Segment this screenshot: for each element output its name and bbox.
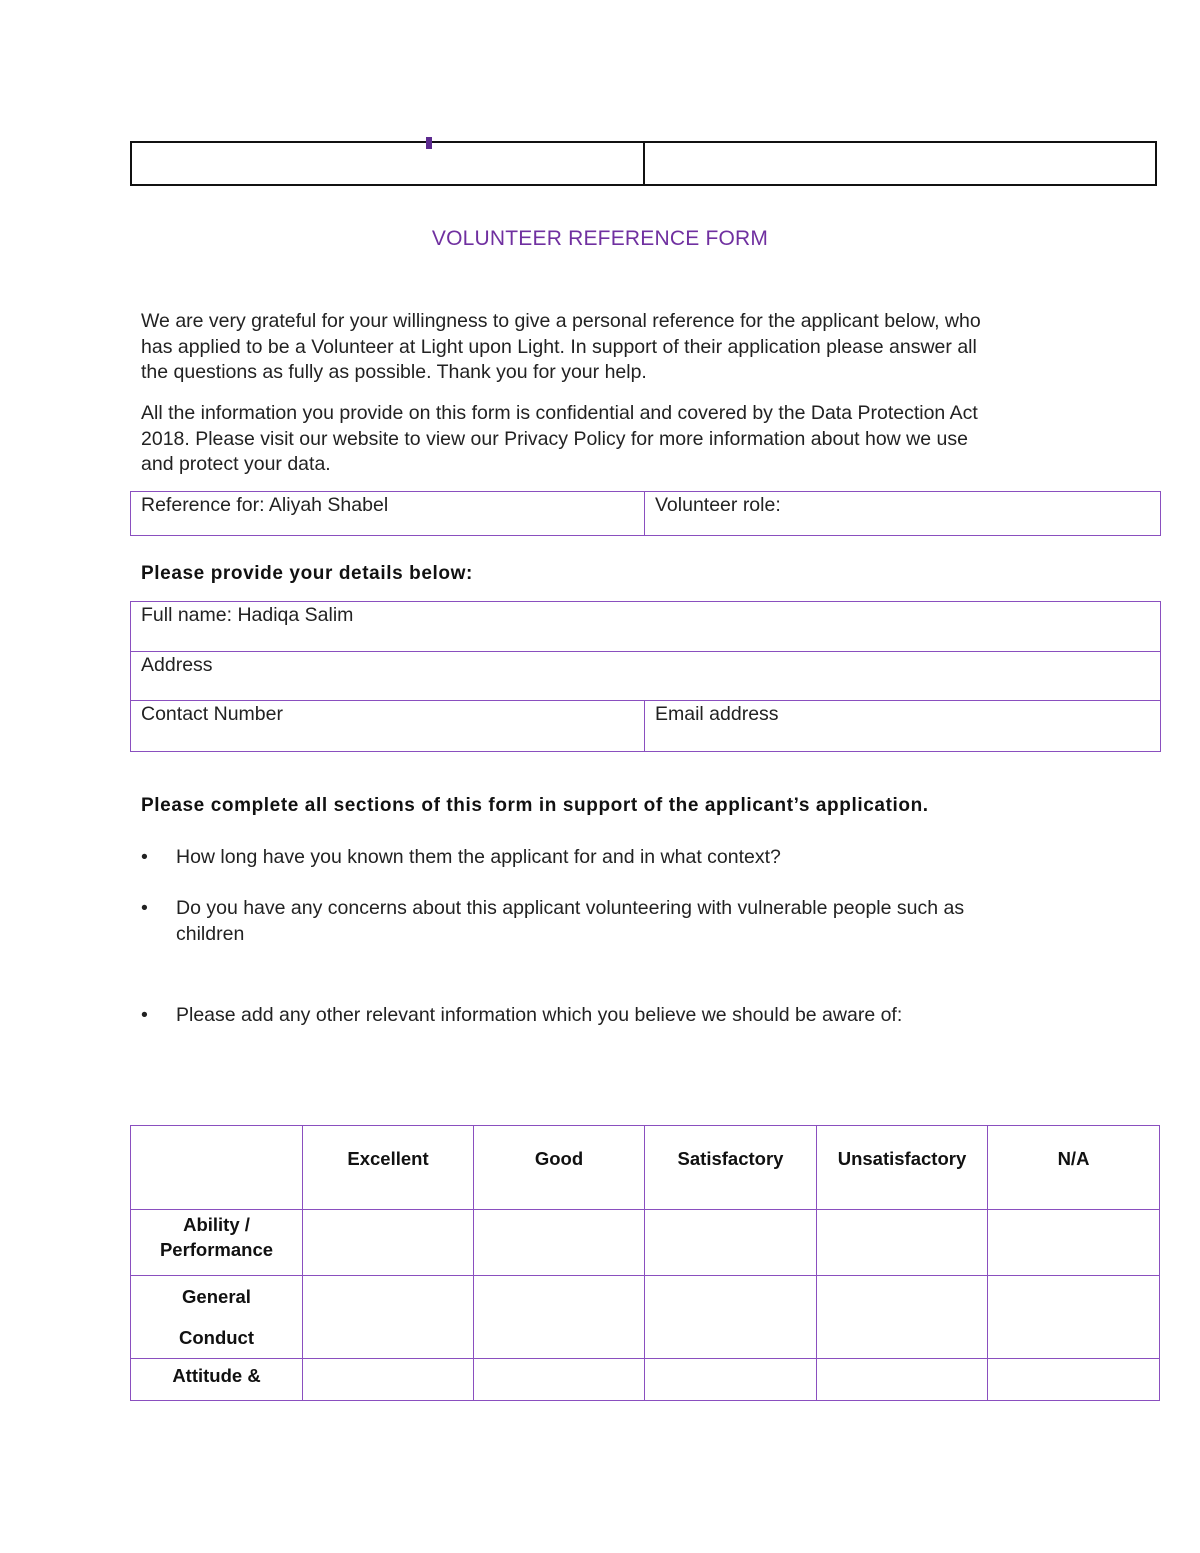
- rating-cell[interactable]: [645, 1359, 817, 1401]
- rating-cell[interactable]: [645, 1276, 817, 1359]
- intro-p2-line1: All the information you provide on this form is confidential and covered by the Data Protection Act: [141, 402, 978, 424]
- column-excellent: Excellent: [303, 1126, 474, 1210]
- column-unsatisfactory: Unsatisfactory: [817, 1126, 988, 1210]
- bullet-icon: •: [141, 1004, 148, 1026]
- column-na: N/A: [988, 1126, 1160, 1210]
- question-2-text-line1: Do you have any concerns about this applicant volunteering with vulnerable people such as: [176, 897, 965, 919]
- intro-paragraph-2: [141, 401, 1081, 478]
- row-label-conduct-line2: Conduct: [178, 1327, 254, 1348]
- rating-cell[interactable]: [303, 1359, 474, 1401]
- full-name-field[interactable]: Full name: Hadiqa Salim: [131, 602, 1161, 652]
- rating-cell[interactable]: [817, 1276, 988, 1359]
- question-2-text-line2: children: [176, 922, 245, 945]
- rating-table: [130, 1125, 1160, 1401]
- rating-cell[interactable]: [474, 1276, 645, 1359]
- intro-paragraph-1: [141, 309, 1081, 386]
- question-1-text: How long have you known them the applicant for and in what context?: [176, 846, 781, 868]
- reference-for-field[interactable]: Reference for: Aliyah Shabel: [131, 492, 645, 536]
- rating-cell[interactable]: [988, 1210, 1160, 1276]
- column-good: Good: [474, 1126, 645, 1210]
- rating-cell[interactable]: [988, 1276, 1160, 1359]
- question-3-text: Please add any other relevant information which you believe we should be aware of:: [176, 1004, 903, 1026]
- details-heading: Please provide your details below:: [141, 563, 473, 584]
- row-label-ability-line2: Performance: [159, 1239, 274, 1260]
- rating-row-conduct: [131, 1276, 1160, 1359]
- logo-fragment: [426, 137, 432, 149]
- intro-p2-line2: 2018. Please visit our website to view our Privacy Policy for more information about how we use: [141, 427, 968, 450]
- contact-number-field[interactable]: Contact Number: [131, 701, 645, 752]
- row-label-attitude: Attitude &: [131, 1359, 303, 1401]
- address-field[interactable]: Address: [131, 652, 1161, 701]
- rating-corner-cell: [131, 1126, 303, 1210]
- intro-p1-line3: the questions as fully as possible. Thank you for your help.: [141, 361, 647, 383]
- intro-p1-line2: has applied to be a Volunteer at Light upon Light. In support of their application please answer all: [141, 335, 977, 358]
- header-table-divider: [643, 143, 645, 184]
- rating-cell[interactable]: [474, 1359, 645, 1401]
- question-1: [141, 845, 1081, 871]
- question-2: [141, 896, 1081, 947]
- column-satisfactory: Satisfactory: [645, 1126, 817, 1210]
- header-table: [130, 141, 1157, 186]
- details-table: [130, 601, 1161, 752]
- rating-cell[interactable]: [303, 1210, 474, 1276]
- sections-heading: Please complete all sections of this form in support of the applicant’s application.: [141, 795, 929, 816]
- rating-cell[interactable]: [303, 1276, 474, 1359]
- bullet-icon: •: [141, 846, 148, 868]
- question-3: [141, 1003, 1081, 1029]
- row-label-ability-line1: Ability /: [183, 1214, 250, 1235]
- reference-table: [130, 491, 1161, 536]
- row-label-ability: [131, 1210, 303, 1276]
- rating-cell[interactable]: [474, 1210, 645, 1276]
- intro-p1-line1: We are very grateful for your willingness to give a personal reference for the applicant below, who: [141, 310, 981, 332]
- rating-cell[interactable]: [817, 1210, 988, 1276]
- rating-row-ability: [131, 1210, 1160, 1276]
- form-title: VOLUNTEER REFERENCE FORM: [431, 227, 769, 250]
- row-label-conduct-line1: General: [182, 1286, 251, 1307]
- rating-cell[interactable]: [817, 1359, 988, 1401]
- rating-row-attitude: [131, 1359, 1160, 1401]
- rating-header-row: [131, 1126, 1160, 1210]
- rating-cell[interactable]: [988, 1359, 1160, 1401]
- bullet-icon: •: [141, 897, 148, 919]
- row-label-conduct: [131, 1276, 303, 1359]
- intro-p2-line3: and protect your data.: [141, 453, 331, 475]
- volunteer-role-field[interactable]: Volunteer role:: [645, 492, 1161, 536]
- rating-cell[interactable]: [645, 1210, 817, 1276]
- email-address-field[interactable]: Email address: [645, 701, 1161, 752]
